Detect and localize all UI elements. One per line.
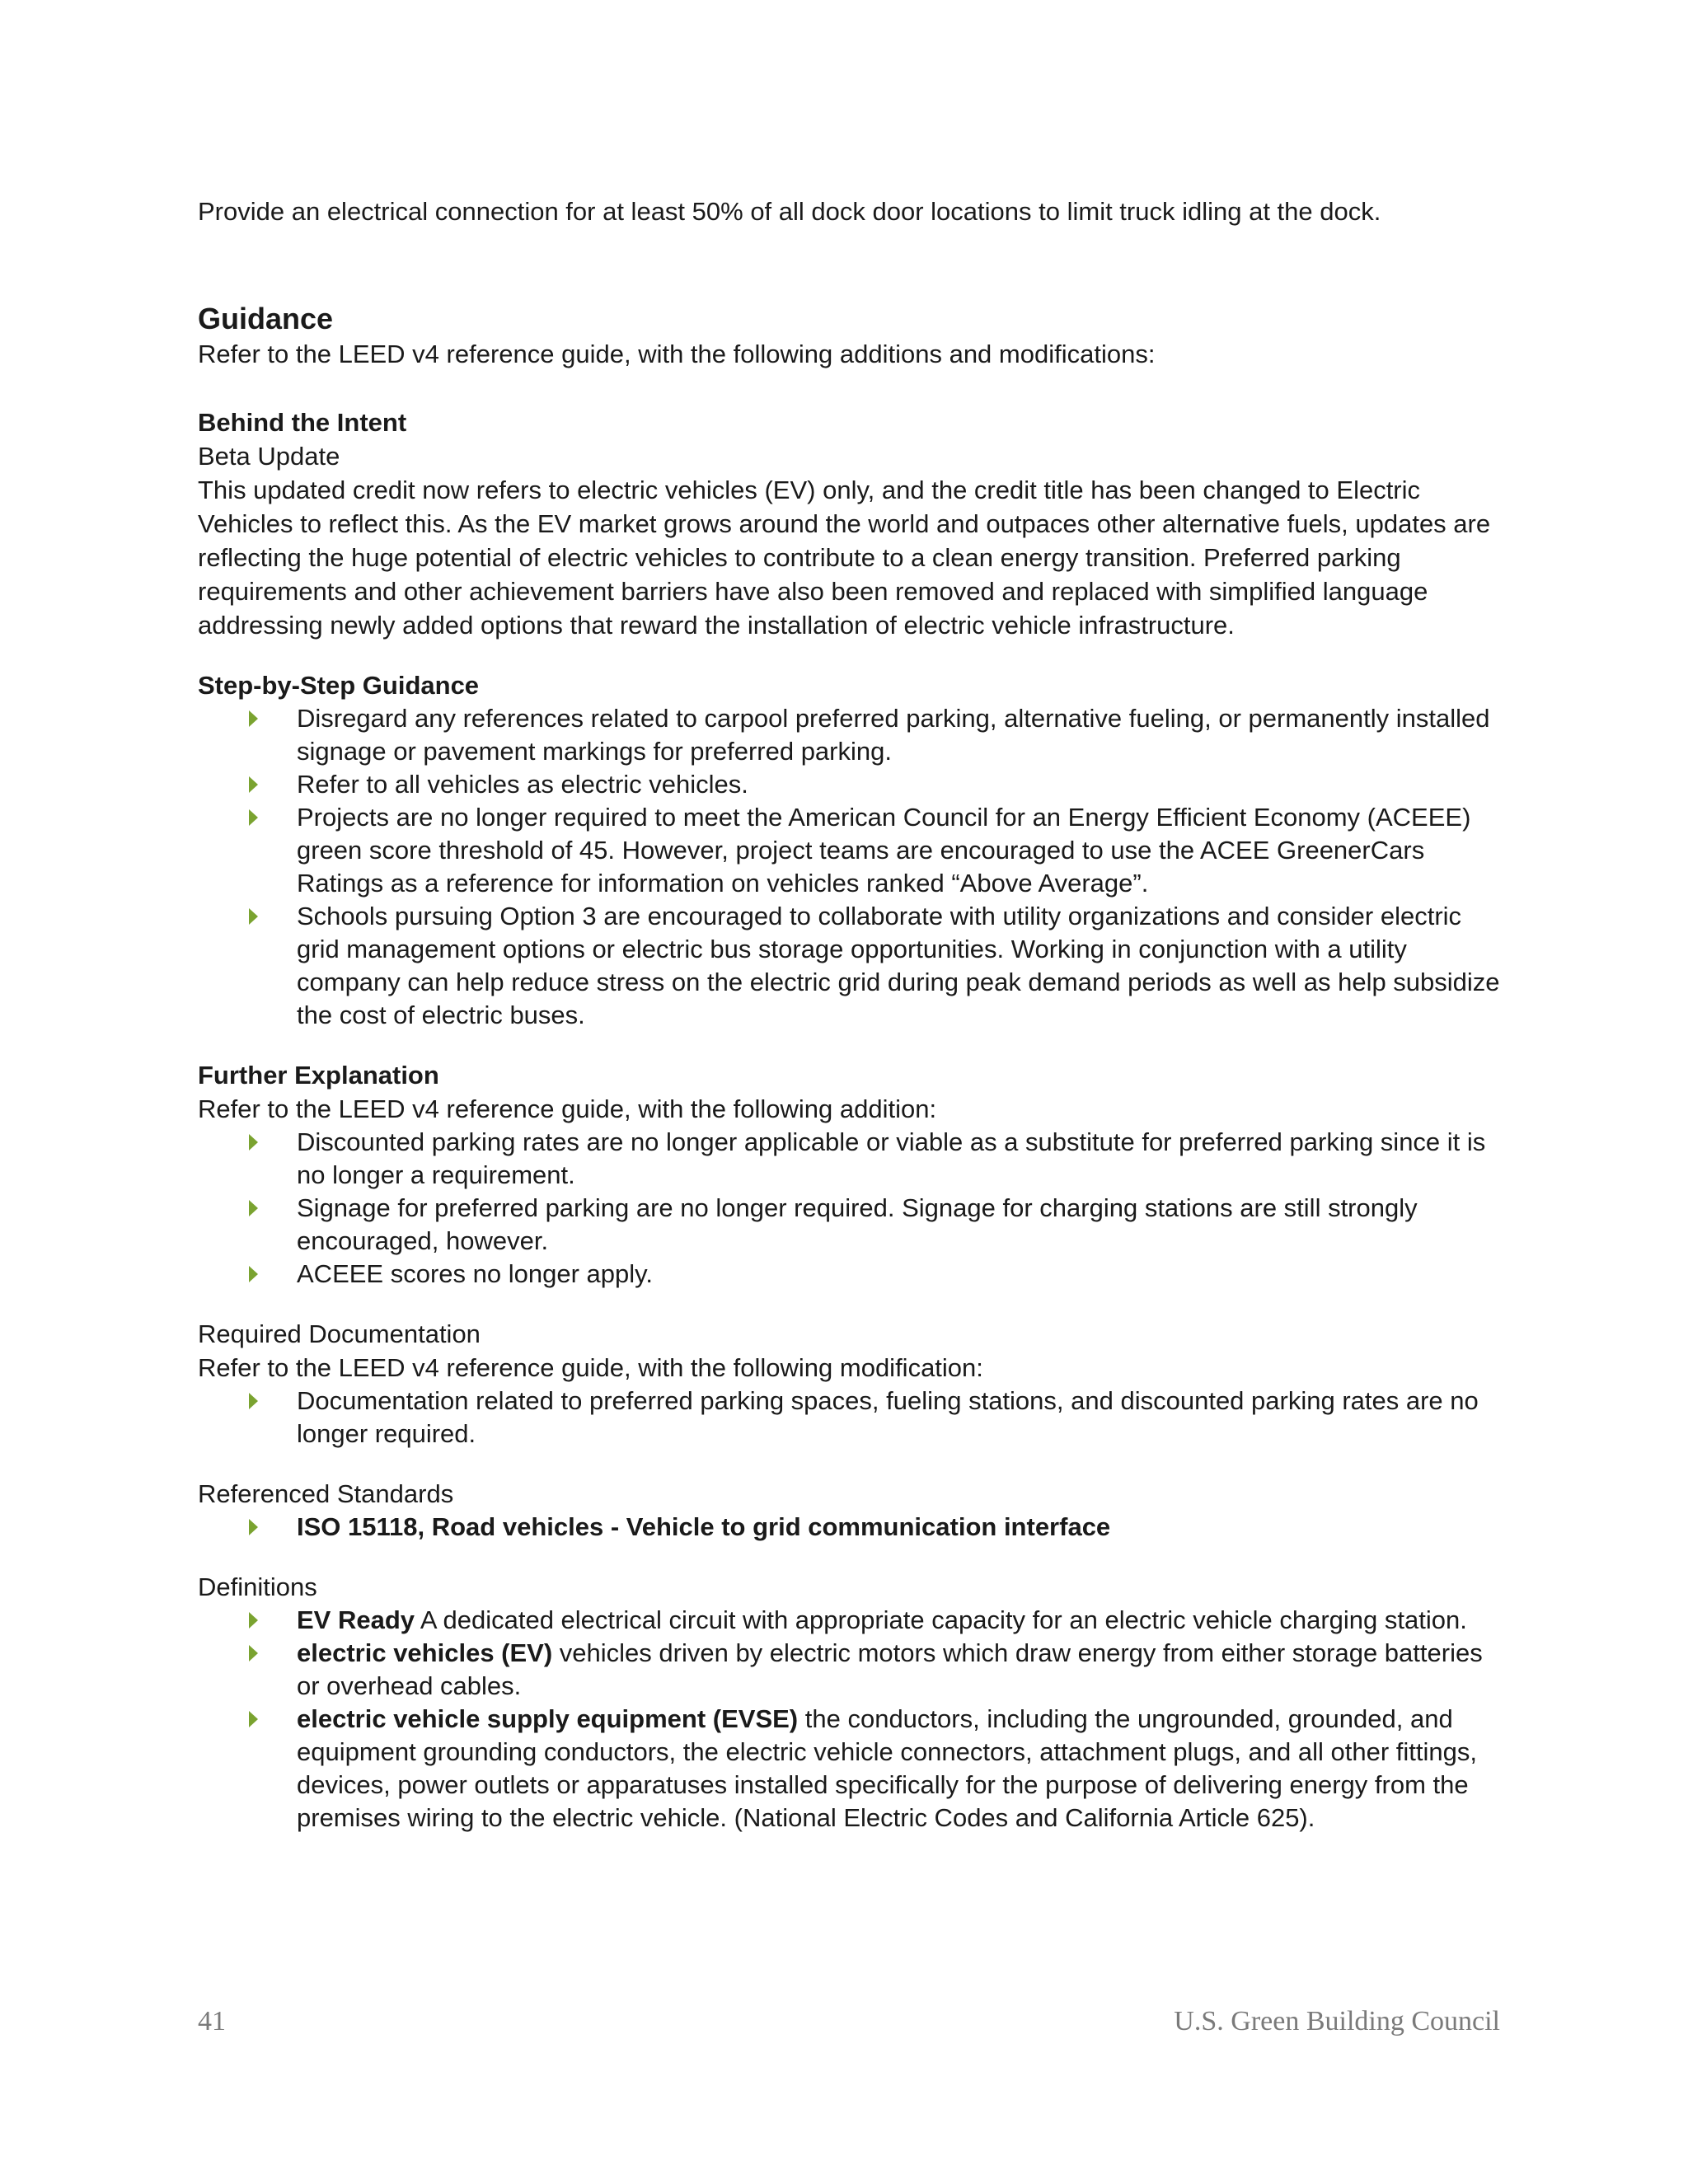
list-item xyxy=(198,1703,1500,1835)
list-item: ACEEE scores no longer apply. xyxy=(198,1258,1500,1291)
definition-term: electric vehicle supply equipment (EVSE) xyxy=(297,1704,799,1733)
triangle-bullet-icon xyxy=(249,1200,258,1216)
triangle-bullet-icon xyxy=(249,1711,258,1727)
behind-intent-text: This updated credit now refers to electric vehicles (EV) only, and the credit title has been changed to Electric Vehicles to reflect this. As the EV market grows around the world and outpaces other alternative fuels, updates are reflecting the huge potential of electric vehicles to contribute to a clean energy transition. Preferred parking requirements and other achievement barriers have also been removed and replaced with simplified language addressing newly added options that reward the installation of electric vehicle infrastructure. xyxy=(198,476,1491,640)
list-item: Schools pursuing Option 3 are encouraged to collaborate with utility organizations and consider electric grid management options or electric bus storage opportunities. Working in conjunction with a utility company can help reduce stress on the electric grid during peak demand periods as well as help subsidize the cost of electric buses. xyxy=(198,900,1500,1032)
list-item: ISO 15118, Road vehicles - Vehicle to grid communication interface xyxy=(198,1511,1500,1544)
step-by-step-heading: Step-by-Step Guidance xyxy=(198,671,480,700)
step-by-step-list xyxy=(198,702,1500,1032)
page-number: 41 xyxy=(198,2006,226,2036)
triangle-bullet-icon xyxy=(249,1393,258,1409)
further-explanation-list xyxy=(198,1126,1500,1291)
guidance-text: Refer to the LEED v4 reference guide, with the following additions and modifications: xyxy=(198,340,1156,368)
triangle-bullet-icon xyxy=(249,908,258,925)
footer-organization: U.S. Green Building Council xyxy=(1174,2006,1500,2036)
required-documentation-heading: Required Documentation xyxy=(198,1319,481,1348)
further-explanation-section xyxy=(198,1058,1500,1291)
definition-term: electric vehicles (EV) xyxy=(297,1638,553,1667)
definition-text: vehicles driven by electric motors which draw energy from either storage batteries or overhead cables. xyxy=(297,1638,1483,1700)
definition-text: A dedicated electrical circuit with appropriate capacity for an electric vehicle charging station. xyxy=(415,1605,1467,1634)
beta-update-subheading: Beta Update xyxy=(198,442,340,471)
triangle-bullet-icon xyxy=(249,1134,258,1151)
list-item: Disregard any references related to carpool preferred parking, alternative fueling, or permanently installed signage or pavement markings for preferred parking. xyxy=(198,702,1500,768)
referenced-standards-section xyxy=(198,1477,1500,1544)
triangle-bullet-icon xyxy=(249,1266,258,1282)
triangle-bullet-icon xyxy=(249,809,258,826)
triangle-bullet-icon xyxy=(249,1645,258,1661)
triangle-bullet-icon xyxy=(249,1612,258,1629)
document-page xyxy=(198,194,1500,1835)
list-item: Discounted parking rates are no longer applicable or viable as a substitute for preferred parking since it is no longer a requirement. xyxy=(198,1126,1500,1192)
further-explanation-heading: Further Explanation xyxy=(198,1061,439,1090)
triangle-bullet-icon xyxy=(249,710,258,727)
definitions-section xyxy=(198,1570,1500,1835)
triangle-bullet-icon xyxy=(249,776,258,793)
list-item xyxy=(198,1637,1500,1703)
behind-intent-heading: Behind the Intent xyxy=(198,408,407,437)
referenced-standards-list xyxy=(198,1511,1500,1544)
definition-term: EV Ready xyxy=(297,1605,415,1634)
triangle-bullet-icon xyxy=(249,1519,258,1535)
definition-text: the conductors, including the ungrounded, grounded, and equipment grounding conductors, the electric vehicle connectors, attachment plugs, and all other fittings, devices, power outlets or apparatuses installed specifically for the purpose of delivering energy from the premises wiring to the electric vehicle. (National Electric Codes and California Article 625). xyxy=(297,1704,1477,1832)
required-documentation-list xyxy=(198,1385,1500,1451)
behind-intent-section xyxy=(198,405,1500,642)
required-documentation-text: Refer to the LEED v4 reference guide, with the following modification: xyxy=(198,1353,983,1382)
guidance-heading: Guidance xyxy=(198,302,334,335)
list-item: Refer to all vehicles as electric vehicles. xyxy=(198,768,1500,801)
intro-paragraph: Provide an electrical connection for at least 50% of all dock door locations to limit truck idling at the dock. xyxy=(198,197,1381,226)
list-item: Projects are no longer required to meet the American Council for an Energy Efficient Economy (ACEEE) green score threshold of 45. However, project teams are encouraged to use the ACEE GreenerCars Ratings as a reference for information on vehicles ranked “Above Average”. xyxy=(198,801,1500,900)
list-item xyxy=(198,1604,1500,1637)
definitions-heading: Definitions xyxy=(198,1572,317,1601)
step-by-step-section xyxy=(198,668,1500,1032)
further-explanation-text: Refer to the LEED v4 reference guide, with the following addition: xyxy=(198,1094,937,1123)
list-item: Documentation related to preferred parking spaces, fueling stations, and discounted parking rates are no longer required. xyxy=(198,1385,1500,1451)
required-documentation-section xyxy=(198,1317,1500,1451)
list-item: Signage for preferred parking are no longer required. Signage for charging stations are still strongly encouraged, however. xyxy=(198,1192,1500,1258)
definitions-list xyxy=(198,1604,1500,1835)
referenced-standards-heading: Referenced Standards xyxy=(198,1479,454,1508)
